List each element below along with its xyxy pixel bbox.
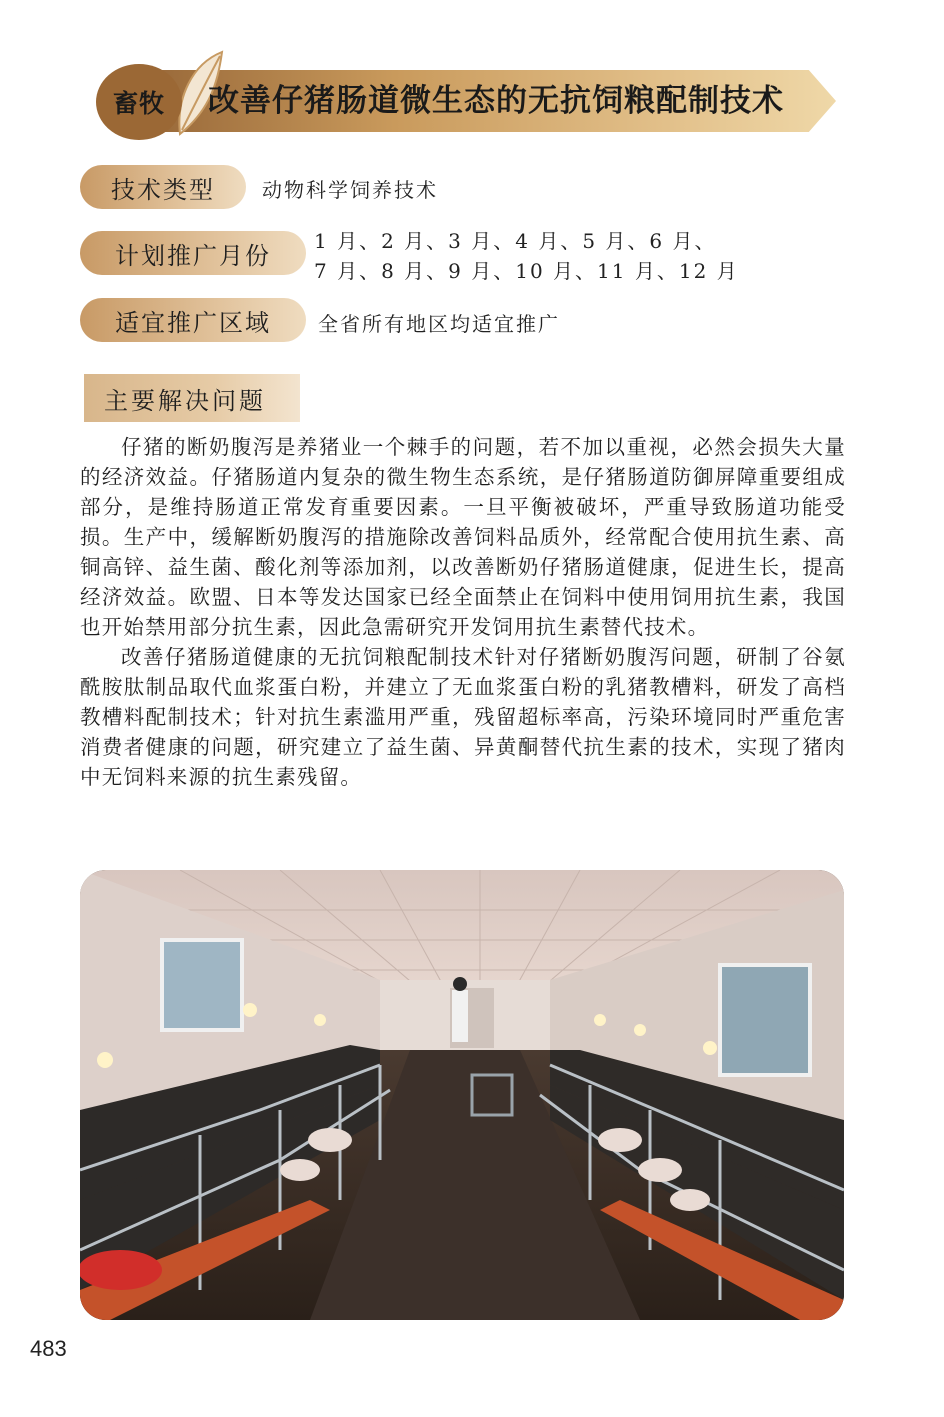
months-label: 计划推广月份: [80, 231, 306, 275]
page-title: 改善仔猪肠道微生态的无抗饲粮配制技术: [208, 83, 784, 119]
body-text: [80, 432, 846, 792]
months-line-1: 1 月、2 月、3 月、4 月、5 月、6 月、: [314, 229, 717, 253]
pig-barn-image: [80, 870, 844, 1320]
pig-barn-photo: [80, 870, 844, 1320]
paragraph-2: 改善仔猪肠道健康的无抗饲粮配制技术针对仔猪断奶腹泻问题，研制了谷氨酰胺肽制品取代血浆蛋白粉，并建立了无血浆蛋白粉的乳猪教槽料，研发了高档教槽料配制技术；针对抗生素滥用严重，残留超标率高，污染环境同时严重危害消费者健康的问题，研究建立了益生菌、异黄酮替代抗生素的技术，实现了猪肉中无饲料来源的抗生素残留。: [80, 645, 846, 789]
months-value: [314, 226, 739, 286]
tech-type-label: 技术类型: [80, 165, 246, 209]
tech-type-value: 动物科学饲养技术: [262, 178, 438, 202]
region-value: 全省所有地区均适宜推广: [318, 312, 560, 336]
paragraph-1: 仔猪的断奶腹泻是养猪业一个棘手的问题，若不加以重视，必然会损失大量的经济效益。仔猪肠道内复杂的微生物生态系统，是仔猪肠道防御屏障重要组成部分，是维持肠道正常发育重要因素。一旦平衡被破坏，严重导致肠道功能受损。生产中，缓解断奶腹泻的措施除改善饲料品质外，经常配合使用抗生素、高铜高锌、益生菌、酸化剂等添加剂，以改善断奶仔猪肠道健康，促进生长，提高经济效益。欧盟、日本等发达国家已经全面禁止在饲料中使用饲用抗生素，我国也开始禁用部分抗生素，因此急需研究开发饲用抗生素替代技术。: [80, 435, 846, 639]
section-heading: 主要解决问题: [84, 374, 300, 422]
months-line-2: 7 月、8 月、9 月、10 月、11 月、12 月: [314, 259, 739, 283]
category-label: 畜牧: [112, 89, 165, 118]
page-number: 483: [30, 1336, 67, 1361]
category-badge: [96, 64, 182, 140]
title-banner: [96, 66, 838, 138]
region-label: 适宜推广区域: [80, 298, 306, 342]
